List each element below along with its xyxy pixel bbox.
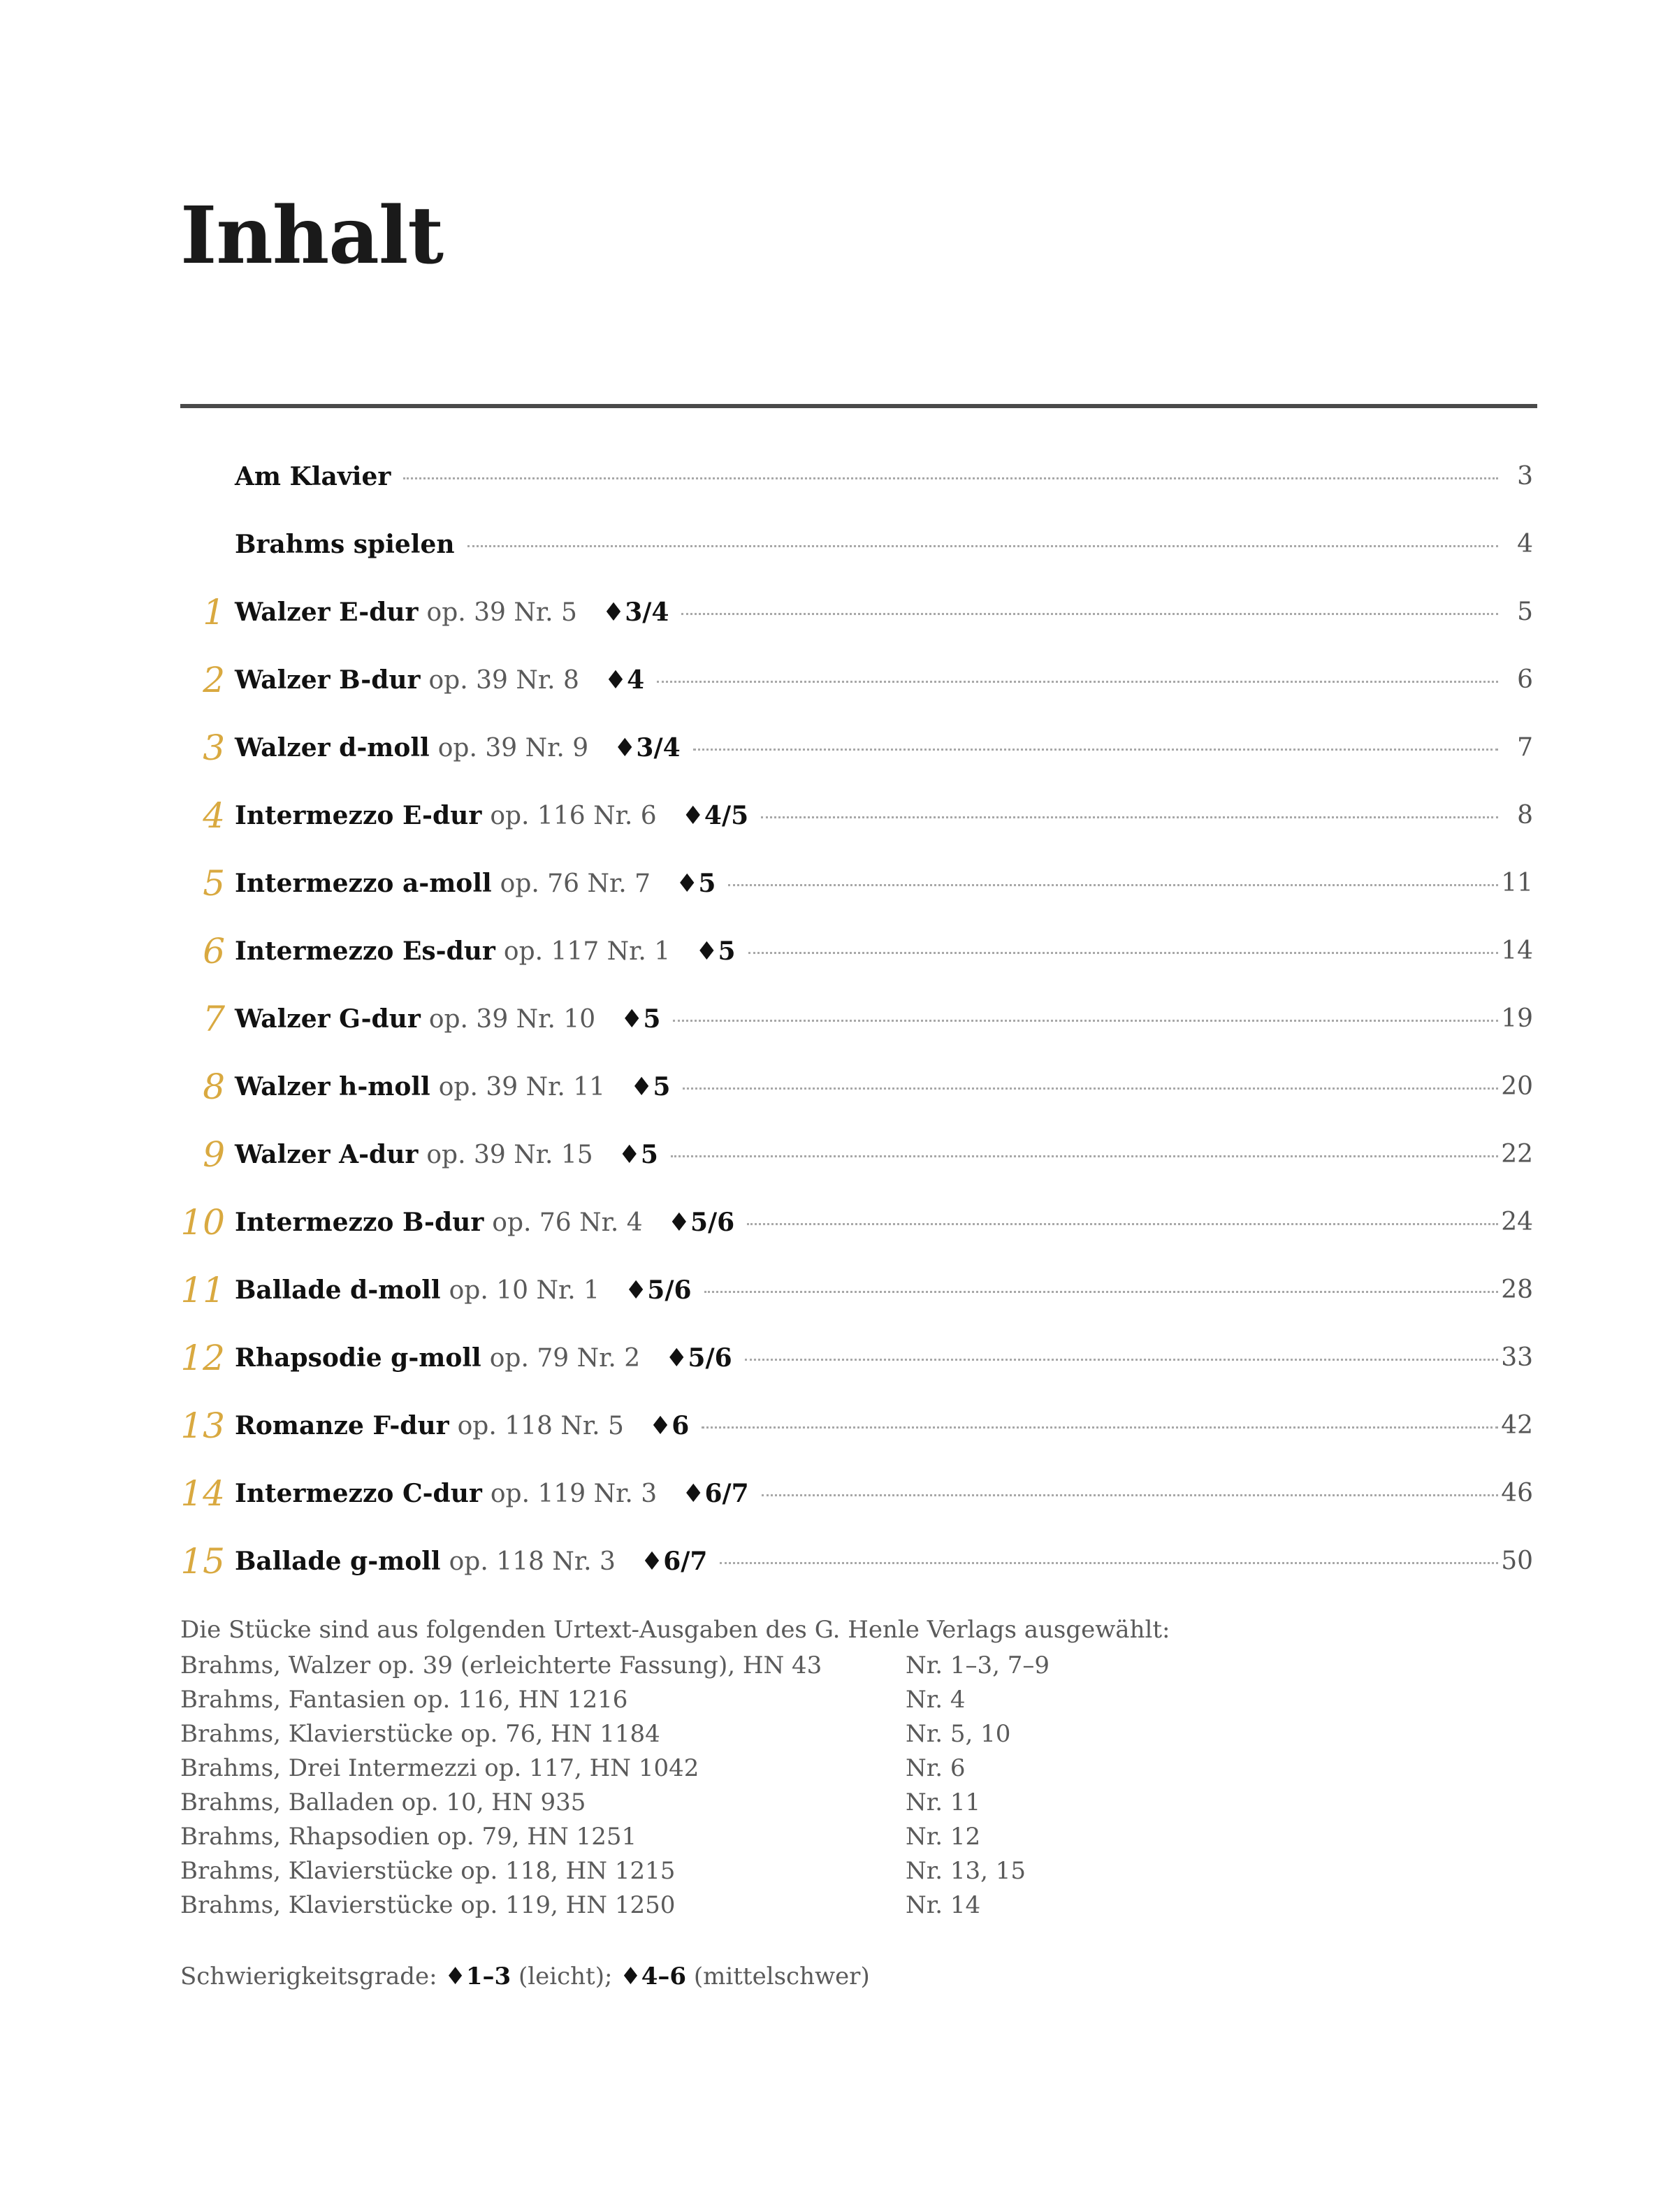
source-work: Brahms, Walzer op. 39 (erleichterte Fassung), HN 43 xyxy=(180,1651,822,1679)
toc-page-number: 19 xyxy=(1501,1004,1533,1033)
difficulty-badge: ♦5 xyxy=(676,869,716,898)
toc-entry-opus: op. 117 Nr. 1 xyxy=(503,937,671,966)
dot-leader xyxy=(403,477,1498,479)
piece-number: 15 xyxy=(180,1541,225,1582)
toc-entry-title xyxy=(235,652,1505,709)
piece-number: 9 xyxy=(203,1134,225,1175)
toc-entry-title xyxy=(235,720,1505,776)
toc-page-number: 5 xyxy=(1517,598,1533,626)
toc-page-number: 3 xyxy=(1517,462,1533,491)
piece-number: 7 xyxy=(203,999,225,1039)
dot-leader xyxy=(761,816,1498,818)
toc-entry-name: Walzer d-moll xyxy=(235,733,430,762)
toc-entry-name: Walzer A-dur xyxy=(235,1140,419,1169)
toc-entry-title xyxy=(235,1466,1505,1522)
toc-entry-title xyxy=(235,1194,1505,1251)
toc-entry-name: Walzer E-dur xyxy=(235,598,419,627)
source-row xyxy=(180,1717,1508,1751)
dot-leader xyxy=(704,1291,1498,1293)
toc-entry[interactable] xyxy=(0,923,1677,979)
dot-leader xyxy=(693,749,1498,751)
source-row xyxy=(180,1888,1508,1923)
piece-number: 13 xyxy=(180,1405,225,1446)
source-row xyxy=(180,1683,1508,1717)
difficulty-easy-range: ♦1–3 xyxy=(444,1962,511,1990)
toc-entry-title xyxy=(235,584,1505,641)
toc-entry[interactable] xyxy=(0,788,1677,844)
toc-entry-opus: op. 39 Nr. 15 xyxy=(426,1141,593,1169)
source-work: Brahms, Rhapsodien op. 79, HN 1251 xyxy=(180,1823,637,1851)
difficulty-mid-range: ♦4–6 xyxy=(620,1962,687,1990)
toc-entry[interactable] xyxy=(0,1533,1677,1589)
toc-entry-title xyxy=(235,1398,1505,1454)
difficulty-badge: ♦3/4 xyxy=(614,733,681,762)
toc-entry[interactable] xyxy=(0,991,1677,1047)
toc-page-number: 33 xyxy=(1501,1343,1533,1372)
piece-number: 2 xyxy=(203,660,225,700)
toc-entry[interactable] xyxy=(0,720,1677,776)
toc-entry-title xyxy=(235,788,1505,844)
toc-entry-opus: op. 118 Nr. 5 xyxy=(457,1412,624,1440)
dot-leader xyxy=(728,884,1498,886)
source-row xyxy=(180,1820,1508,1854)
source-numbers: Nr. 1–3, 7–9 xyxy=(906,1651,1050,1679)
toc-page-number: 50 xyxy=(1501,1547,1533,1575)
toc-entry-name: Romanze F-dur xyxy=(235,1411,449,1440)
toc-entry-name: Brahms spielen xyxy=(235,530,455,559)
toc-entry-opus: op. 39 Nr. 5 xyxy=(426,598,577,627)
toc-page-number: 42 xyxy=(1501,1411,1533,1440)
dot-leader xyxy=(720,1562,1498,1564)
source-row xyxy=(180,1854,1508,1888)
source-row xyxy=(180,1751,1508,1786)
difficulty-badge: ♦5/6 xyxy=(665,1343,732,1373)
dot-leader xyxy=(673,1020,1498,1022)
difficulty-mid-text: (mittelschwer) xyxy=(693,1962,870,1990)
sources-intro: Die Stücke sind aus folgenden Urtext-Ausgaben des G. Henle Verlags ausgewählt: xyxy=(180,1616,1170,1644)
toc-entry-name: Ballade d-moll xyxy=(235,1275,441,1305)
toc-entry-opus: op. 119 Nr. 3 xyxy=(490,1480,658,1508)
piece-number: 6 xyxy=(203,931,225,971)
source-numbers: Nr. 11 xyxy=(906,1788,981,1816)
toc-entry-name: Intermezzo a-moll xyxy=(235,869,492,898)
toc-page-number: 11 xyxy=(1501,869,1533,897)
difficulty-badge: ♦5 xyxy=(630,1072,671,1101)
piece-number: 3 xyxy=(203,728,225,768)
toc-entry-opus: op. 39 Nr. 10 xyxy=(428,1005,596,1034)
source-row xyxy=(180,1786,1508,1820)
toc-entry-name: Rhapsodie g-moll xyxy=(235,1343,481,1373)
difficulty-badge: ♦5/6 xyxy=(625,1275,692,1305)
toc-entry[interactable] xyxy=(0,1398,1677,1454)
toc-page-number: 28 xyxy=(1501,1275,1533,1304)
piece-number: 8 xyxy=(203,1067,225,1107)
page-title: Inhalt xyxy=(180,190,444,282)
source-numbers: Nr. 6 xyxy=(906,1754,966,1782)
toc-entry-name: Ballade g-moll xyxy=(235,1547,441,1576)
toc-entry-name: Intermezzo B-dur xyxy=(235,1208,484,1237)
source-numbers: Nr. 12 xyxy=(906,1823,981,1851)
toc-entry[interactable] xyxy=(0,1466,1677,1521)
piece-number: 11 xyxy=(180,1270,225,1310)
difficulty-label: Schwierigkeitsgrade: xyxy=(180,1962,437,1990)
toc-entry[interactable] xyxy=(0,855,1677,911)
difficulty-badge: ♦6/7 xyxy=(640,1547,708,1576)
sources-note xyxy=(180,1613,1508,1923)
toc-entry-title xyxy=(235,1059,1505,1115)
source-numbers: Nr. 14 xyxy=(906,1891,981,1919)
toc-entry-title xyxy=(235,1330,1505,1387)
source-work: Brahms, Klavierstücke op. 76, HN 1184 xyxy=(180,1720,660,1748)
source-numbers: Nr. 4 xyxy=(906,1686,966,1714)
toc-page-number: 8 xyxy=(1517,801,1533,830)
piece-number: 1 xyxy=(203,592,225,632)
piece-number: 4 xyxy=(203,795,225,836)
difficulty-legend xyxy=(180,1962,870,1990)
piece-number: 5 xyxy=(203,863,225,904)
toc-entry[interactable] xyxy=(0,449,1677,505)
toc-page-number: 7 xyxy=(1517,733,1533,762)
dot-leader xyxy=(702,1426,1498,1429)
source-work: Brahms, Klavierstücke op. 118, HN 1215 xyxy=(180,1857,676,1885)
toc-entry-title xyxy=(235,516,1505,572)
toc-entry-name: Am Klavier xyxy=(235,462,391,491)
difficulty-badge: ♦6 xyxy=(648,1411,690,1440)
title-divider xyxy=(180,404,1537,408)
toc-entry[interactable] xyxy=(0,1059,1677,1115)
toc-entry-name: Intermezzo C-dur xyxy=(235,1479,482,1508)
toc-entry[interactable] xyxy=(0,1330,1677,1386)
piece-number: 10 xyxy=(180,1202,225,1243)
difficulty-badge: ♦5 xyxy=(620,1004,661,1034)
toc-entry[interactable] xyxy=(0,1262,1677,1318)
dot-leader xyxy=(745,1359,1498,1361)
toc-entry-name: Walzer G-dur xyxy=(235,1004,421,1034)
toc-entry-name: Intermezzo Es-dur xyxy=(235,937,495,966)
toc-entry-opus: op. 39 Nr. 11 xyxy=(438,1073,606,1101)
toc-page-number: 14 xyxy=(1501,937,1533,965)
toc-entry-name: Intermezzo E-dur xyxy=(235,801,482,830)
difficulty-badge: ♦3/4 xyxy=(602,598,669,627)
toc-entry-title xyxy=(235,991,1505,1048)
toc-entry-name: Walzer B-dur xyxy=(235,665,421,695)
toc-entry-name: Walzer h-moll xyxy=(235,1072,430,1101)
toc-page-number: 46 xyxy=(1501,1479,1533,1508)
toc-entry[interactable] xyxy=(0,516,1677,572)
difficulty-badge: ♦4/5 xyxy=(681,801,749,830)
toc-entry[interactable] xyxy=(0,652,1677,708)
toc-entry[interactable] xyxy=(0,584,1677,640)
dot-leader xyxy=(748,952,1498,954)
difficulty-easy-text: (leicht); xyxy=(518,1962,613,1990)
dot-leader xyxy=(467,545,1498,547)
toc-entry-title xyxy=(235,1127,1505,1183)
toc-entry-title xyxy=(235,1262,1505,1319)
toc-page-number: 4 xyxy=(1517,530,1533,558)
toc-entry-title xyxy=(235,449,1505,505)
dot-leader xyxy=(747,1223,1498,1225)
toc-entry[interactable] xyxy=(0,1194,1677,1250)
toc-entry-opus: op. 76 Nr. 7 xyxy=(500,869,651,898)
source-numbers: Nr. 5, 10 xyxy=(906,1720,1011,1748)
source-work: Brahms, Fantasien op. 116, HN 1216 xyxy=(180,1686,628,1714)
dot-leader xyxy=(762,1494,1498,1496)
dot-leader xyxy=(657,681,1498,683)
dot-leader xyxy=(683,1087,1498,1090)
difficulty-badge: ♦5 xyxy=(618,1140,658,1169)
toc-entry-opus: op. 118 Nr. 3 xyxy=(449,1547,616,1576)
toc-entry-opus: op. 79 Nr. 2 xyxy=(489,1344,641,1373)
toc-page-number: 20 xyxy=(1501,1072,1533,1101)
difficulty-badge: ♦5 xyxy=(695,937,736,966)
source-numbers: Nr. 13, 15 xyxy=(906,1857,1026,1885)
source-row xyxy=(180,1649,1508,1683)
toc-entry-opus: op. 39 Nr. 8 xyxy=(428,666,579,695)
toc-entry[interactable] xyxy=(0,1127,1677,1183)
source-work: Brahms, Drei Intermezzi op. 117, HN 1042 xyxy=(180,1754,699,1782)
difficulty-badge: ♦6/7 xyxy=(682,1479,749,1508)
difficulty-badge: ♦5/6 xyxy=(667,1208,735,1237)
difficulty-badge: ♦4 xyxy=(604,665,645,695)
toc-entry-opus: op. 10 Nr. 1 xyxy=(449,1276,600,1305)
toc-entry-title xyxy=(235,1533,1505,1590)
toc-page-number: 6 xyxy=(1517,665,1533,694)
toc-entry-opus: op. 76 Nr. 4 xyxy=(492,1208,643,1237)
source-work: Brahms, Klavierstücke op. 119, HN 1250 xyxy=(180,1891,676,1919)
piece-number: 14 xyxy=(180,1473,225,1514)
piece-number: 12 xyxy=(180,1338,225,1378)
toc-entry-opus: op. 116 Nr. 6 xyxy=(490,802,657,830)
source-work: Brahms, Balladen op. 10, HN 935 xyxy=(180,1788,586,1816)
toc-entry-title xyxy=(235,923,1505,980)
toc-page-number: 24 xyxy=(1501,1208,1533,1236)
toc-page-number: 22 xyxy=(1501,1140,1533,1169)
toc-entry-title xyxy=(235,855,1505,912)
dot-leader xyxy=(671,1155,1498,1157)
dot-leader xyxy=(681,613,1498,615)
toc-entry-opus: op. 39 Nr. 9 xyxy=(437,734,589,762)
